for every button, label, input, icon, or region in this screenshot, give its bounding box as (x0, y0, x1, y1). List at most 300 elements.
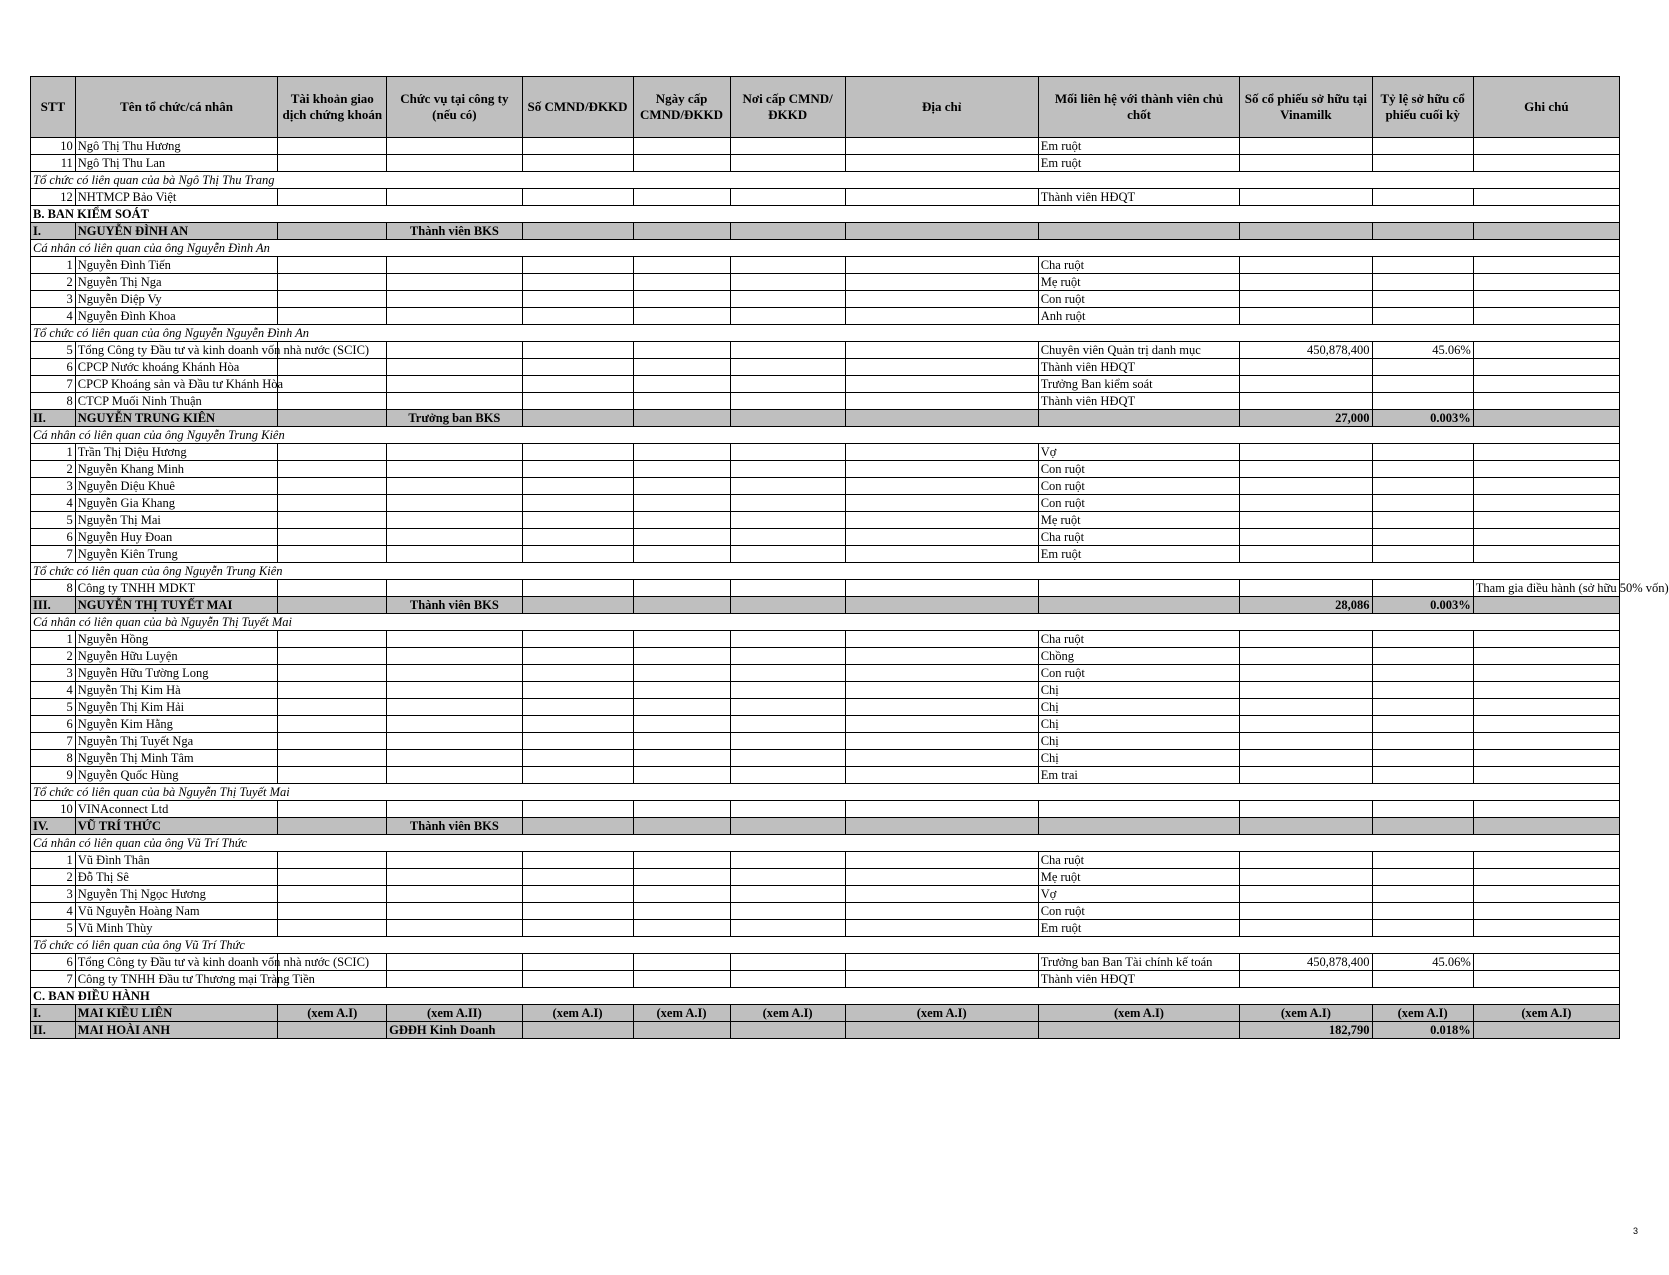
account-cell (278, 495, 387, 512)
shares-cell (1240, 920, 1372, 937)
page-number: 3 (1633, 1226, 1639, 1236)
shares-cell (1240, 631, 1372, 648)
note-cell (1473, 546, 1619, 563)
account-cell (278, 444, 387, 461)
relation-cell: Mẹ ruột (1038, 274, 1240, 291)
relation-cell: Cha ruột (1038, 631, 1240, 648)
ratio-cell (1372, 529, 1473, 546)
address-cell (845, 801, 1038, 818)
shares-cell (1240, 750, 1372, 767)
account-cell (278, 767, 387, 784)
position-cell (387, 461, 522, 478)
account-cell (278, 257, 387, 274)
position-cell (387, 495, 522, 512)
ratio-cell (1372, 274, 1473, 291)
note-cell (1473, 257, 1619, 274)
table-row (31, 189, 1620, 206)
position-cell (387, 682, 522, 699)
name-cell: Trần Thị Diệu Hương (75, 444, 278, 461)
issue-place-cell (730, 818, 845, 835)
account-cell (278, 665, 387, 682)
name-cell: Ngô Thị Thu Hương (75, 138, 278, 155)
stt-cell: 6 (31, 954, 76, 971)
account-cell (278, 155, 387, 172)
account-cell (278, 801, 387, 818)
id-number-cell (522, 342, 633, 359)
position-cell (387, 631, 522, 648)
relation-cell: Vợ (1038, 444, 1240, 461)
name-cell: Nguyễn Đình Khoa (75, 308, 278, 325)
shares-cell (1240, 138, 1372, 155)
stt-cell: 12 (31, 189, 76, 206)
ratio-cell: 45.06% (1372, 342, 1473, 359)
address-cell (845, 631, 1038, 648)
position-cell (387, 359, 522, 376)
ratio-cell (1372, 852, 1473, 869)
position-cell (387, 308, 522, 325)
table-row (31, 580, 1620, 597)
group-heading: Cá nhân có liên quan của ông Nguyễn Đình An (31, 240, 1620, 257)
address-cell (845, 716, 1038, 733)
shares-cell (1240, 444, 1372, 461)
address-cell (845, 461, 1038, 478)
issue-place-cell (730, 223, 845, 240)
issue-place-cell (730, 546, 845, 563)
position-cell (387, 648, 522, 665)
stt-cell: 2 (31, 869, 76, 886)
address-cell (845, 852, 1038, 869)
issue-place-cell (730, 342, 845, 359)
note-cell (1473, 597, 1619, 614)
shares-cell (1240, 308, 1372, 325)
shares-cell (1240, 376, 1372, 393)
shares-cell: 450,878,400 (1240, 954, 1372, 971)
issue-date-cell (633, 274, 730, 291)
group-heading: Cá nhân có liên quan của ông Vũ Trí Thức (31, 835, 1620, 852)
issue-date-cell (633, 1022, 730, 1039)
address-cell (845, 767, 1038, 784)
name-cell: Nguyễn Đình Tiến (75, 257, 278, 274)
id-number-cell (522, 869, 633, 886)
account-cell (278, 716, 387, 733)
issue-date-cell (633, 733, 730, 750)
address-cell (845, 1022, 1038, 1039)
relation-cell: Thành viên HĐQT (1038, 971, 1240, 988)
issue-date-cell (633, 971, 730, 988)
issue-place-cell (730, 631, 845, 648)
ratio-cell (1372, 648, 1473, 665)
note-cell (1473, 189, 1619, 206)
stt-cell: 7 (31, 733, 76, 750)
note-cell (1473, 699, 1619, 716)
account-cell (278, 733, 387, 750)
stt-cell: 4 (31, 903, 76, 920)
table-row (31, 767, 1620, 784)
shares-cell (1240, 767, 1372, 784)
ratio-cell (1372, 495, 1473, 512)
id-number-cell (522, 274, 633, 291)
issue-place-cell (730, 971, 845, 988)
account-cell (278, 359, 387, 376)
address-cell (845, 597, 1038, 614)
table-row (31, 1005, 1620, 1022)
header-issue-date: Ngày cấp CMND/ĐKKD (633, 77, 730, 138)
account-cell (278, 852, 387, 869)
ratio-cell (1372, 665, 1473, 682)
id-number-cell (522, 631, 633, 648)
group-heading-row (31, 835, 1620, 852)
note-cell (1473, 512, 1619, 529)
relation-cell: Thành viên HĐQT (1038, 393, 1240, 410)
stt-cell: 9 (31, 767, 76, 784)
position-cell (387, 444, 522, 461)
note-cell (1473, 971, 1619, 988)
issue-date-cell (633, 546, 730, 563)
table-row (31, 971, 1620, 988)
table-body (31, 138, 1669, 1039)
issue-place-cell (730, 444, 845, 461)
issue-place-cell (730, 665, 845, 682)
shares-cell (1240, 801, 1372, 818)
group-heading: Tổ chức có liên quan của ông Nguyễn Nguyễn Đình An (31, 325, 1620, 342)
table-row (31, 597, 1620, 614)
note-cell: (xem A.I) (1473, 1005, 1619, 1022)
address-cell (845, 750, 1038, 767)
position-cell (387, 699, 522, 716)
table-row (31, 393, 1620, 410)
name-cell: Vũ Đình Thân (75, 852, 278, 869)
position-cell (387, 376, 522, 393)
position-cell (387, 903, 522, 920)
name-cell: Nguyễn Thị Ngọc Hương (75, 886, 278, 903)
ratio-cell (1372, 223, 1473, 240)
note-cell (1473, 138, 1619, 155)
name-cell: Nguyễn Huy Đoan (75, 529, 278, 546)
stt-cell: 6 (31, 716, 76, 733)
table-row (31, 274, 1620, 291)
issue-date-cell (633, 818, 730, 835)
stt-cell: 5 (31, 699, 76, 716)
name-cell: VŨ TRÍ THỨC (75, 818, 278, 835)
name-cell: Đỗ Thị Sê (75, 869, 278, 886)
account-cell (278, 393, 387, 410)
note-cell (1473, 852, 1619, 869)
shares-cell (1240, 648, 1372, 665)
issue-place-cell (730, 580, 845, 597)
relation-cell: Chị (1038, 682, 1240, 699)
relation-cell: Thành viên HĐQT (1038, 189, 1240, 206)
ratio-cell (1372, 376, 1473, 393)
stt-cell: 11 (31, 155, 76, 172)
shares-cell (1240, 393, 1372, 410)
id-number-cell (522, 597, 633, 614)
name-cell: Công ty TNHH MDKT (75, 580, 278, 597)
account-cell (278, 682, 387, 699)
address-cell (845, 155, 1038, 172)
issue-place-cell (730, 682, 845, 699)
note-cell (1473, 1022, 1619, 1039)
shares-cell (1240, 478, 1372, 495)
address-cell: (xem A.I) (845, 1005, 1038, 1022)
address-cell (845, 665, 1038, 682)
issue-date-cell (633, 699, 730, 716)
id-number-cell (522, 461, 633, 478)
id-number-cell (522, 138, 633, 155)
shares-cell (1240, 682, 1372, 699)
id-number-cell (522, 665, 633, 682)
header-issue-place: Nơi cấp CMND/ĐKKD (730, 77, 845, 138)
header-relation: Mối liên hệ với thành viên chủ chốt (1038, 77, 1240, 138)
issue-date-cell (633, 359, 730, 376)
issue-date-cell (633, 869, 730, 886)
note-cell (1473, 903, 1619, 920)
id-number-cell: (xem A.I) (522, 1005, 633, 1022)
table-row (31, 291, 1620, 308)
stt-cell: 4 (31, 308, 76, 325)
relation-cell: Cha ruột (1038, 852, 1240, 869)
address-cell (845, 223, 1038, 240)
header-ratio: Tỷ lệ sở hữu cổ phiếu cuối kỳ (1372, 77, 1473, 138)
note-cell (1473, 308, 1619, 325)
name-cell: NHTMCP Bảo Việt (75, 189, 278, 206)
relation-cell (1038, 801, 1240, 818)
note-cell (1473, 750, 1619, 767)
ratio-cell (1372, 444, 1473, 461)
issue-place-cell (730, 648, 845, 665)
ratio-cell (1372, 631, 1473, 648)
id-number-cell (522, 376, 633, 393)
note-cell (1473, 665, 1619, 682)
issue-date-cell (633, 954, 730, 971)
relation-cell (1038, 597, 1240, 614)
stt-cell: 8 (31, 393, 76, 410)
table-row (31, 495, 1620, 512)
note-cell (1473, 648, 1619, 665)
account-cell: (xem A.I) (278, 1005, 387, 1022)
relation-cell: Em ruột (1038, 546, 1240, 563)
name-cell: NGUYỄN ĐÌNH AN (75, 223, 278, 240)
issue-place-cell (730, 138, 845, 155)
id-number-cell (522, 954, 633, 971)
table-row (31, 920, 1620, 937)
ratio-cell (1372, 682, 1473, 699)
name-cell: NGUYỄN THỊ TUYẾT MAI (75, 597, 278, 614)
issue-date-cell (633, 189, 730, 206)
relation-cell (1038, 223, 1240, 240)
shares-cell (1240, 274, 1372, 291)
note-cell (1473, 682, 1619, 699)
name-cell: Nguyễn Hồng (75, 631, 278, 648)
position-cell (387, 852, 522, 869)
note-cell (1473, 359, 1619, 376)
relation-cell: Con ruột (1038, 665, 1240, 682)
id-number-cell (522, 291, 633, 308)
name-cell: Vũ Nguyễn Hoàng Nam (75, 903, 278, 920)
ratio-cell (1372, 750, 1473, 767)
account-cell (278, 291, 387, 308)
group-heading-row (31, 427, 1620, 444)
id-number-cell (522, 189, 633, 206)
position-cell (387, 478, 522, 495)
group-heading: Tổ chức có liên quan của bà Nguyễn Thị Tuyết Mai (31, 784, 1620, 801)
table-row (31, 699, 1620, 716)
name-cell: Ngô Thị Thu Lan (75, 155, 278, 172)
stt-cell: 4 (31, 495, 76, 512)
account-cell (278, 1022, 387, 1039)
ratio-cell (1372, 393, 1473, 410)
issue-place-cell (730, 376, 845, 393)
position-cell (387, 257, 522, 274)
relation-cell: Mẹ ruột (1038, 869, 1240, 886)
address-cell (845, 869, 1038, 886)
relation-cell (1038, 580, 1240, 597)
relation-cell: Em ruột (1038, 920, 1240, 937)
issue-place-cell (730, 410, 845, 427)
id-number-cell (522, 546, 633, 563)
address-cell (845, 189, 1038, 206)
note-cell (1473, 478, 1619, 495)
shares-cell (1240, 223, 1372, 240)
group-heading-row (31, 784, 1620, 801)
shares-cell (1240, 903, 1372, 920)
ratio-cell: 0.018% (1372, 1022, 1473, 1039)
account-cell (278, 308, 387, 325)
address-cell (845, 274, 1038, 291)
issue-place-cell (730, 529, 845, 546)
relation-cell: Thành viên HĐQT (1038, 359, 1240, 376)
table-row (31, 461, 1620, 478)
note-cell (1473, 529, 1619, 546)
relation-cell: Con ruột (1038, 291, 1240, 308)
name-cell: Công ty TNHH Đầu tư Thương mại Tràng Tiền (75, 971, 278, 988)
issue-place-cell (730, 869, 845, 886)
relation-cell: Mẹ ruột (1038, 512, 1240, 529)
id-number-cell (522, 886, 633, 903)
table-row (31, 903, 1620, 920)
section-heading: B. BAN KIỂM SOÁT (31, 206, 1620, 223)
id-number-cell (522, 223, 633, 240)
table-row (31, 648, 1620, 665)
shares-cell (1240, 546, 1372, 563)
issue-date-cell (633, 393, 730, 410)
group-heading: Cá nhân có liên quan của ông Nguyễn Trung Kiên (31, 427, 1620, 444)
account-cell (278, 648, 387, 665)
table-row (31, 954, 1620, 971)
address-cell (845, 291, 1038, 308)
stt-cell: 2 (31, 648, 76, 665)
position-cell (387, 767, 522, 784)
name-cell: Nguyễn Thị Kim Hà (75, 682, 278, 699)
issue-date-cell (633, 410, 730, 427)
id-number-cell (522, 903, 633, 920)
relation-cell: Con ruột (1038, 903, 1240, 920)
issue-date-cell (633, 444, 730, 461)
name-cell: CTCP Muối Ninh Thuận (75, 393, 278, 410)
shares-cell (1240, 461, 1372, 478)
table-row (31, 750, 1620, 767)
name-cell: NGUYỄN TRUNG KIÊN (75, 410, 278, 427)
note-cell (1473, 869, 1619, 886)
issue-date-cell (633, 478, 730, 495)
issue-place-cell (730, 954, 845, 971)
relation-cell: Em trai (1038, 767, 1240, 784)
note-cell (1473, 716, 1619, 733)
name-cell: Nguyễn Thị Nga (75, 274, 278, 291)
account-cell (278, 869, 387, 886)
ratio-cell (1372, 971, 1473, 988)
shares-cell (1240, 818, 1372, 835)
id-number-cell (522, 920, 633, 937)
table-row (31, 138, 1620, 155)
stt-cell: 4 (31, 682, 76, 699)
stt-cell: 1 (31, 852, 76, 869)
account-cell (278, 274, 387, 291)
note-cell (1473, 376, 1619, 393)
address-cell (845, 682, 1038, 699)
relation-cell: Chị (1038, 733, 1240, 750)
relation-cell (1038, 818, 1240, 835)
name-cell: Tổng Công ty Đầu tư và kinh doanh vốn nhà nước (SCIC) (75, 342, 278, 359)
stt-cell: 3 (31, 478, 76, 495)
ratio-cell (1372, 886, 1473, 903)
group-heading-row (31, 240, 1620, 257)
shares-cell (1240, 359, 1372, 376)
position-cell (387, 971, 522, 988)
id-number-cell (522, 852, 633, 869)
account-cell (278, 597, 387, 614)
issue-date-cell (633, 529, 730, 546)
address-cell (845, 818, 1038, 835)
name-cell: Nguyễn Kiên Trung (75, 546, 278, 563)
name-cell: Nguyễn Thị Mai (75, 512, 278, 529)
name-cell: CPCP Nước khoáng Khánh Hòa (75, 359, 278, 376)
shares-cell (1240, 665, 1372, 682)
issue-place-cell (730, 478, 845, 495)
id-number-cell (522, 818, 633, 835)
name-cell: Nguyễn Quốc Hùng (75, 767, 278, 784)
stt-cell: 8 (31, 750, 76, 767)
position-cell (387, 189, 522, 206)
name-cell: Nguyễn Diệu Khuê (75, 478, 278, 495)
address-cell (845, 512, 1038, 529)
issue-date-cell (633, 665, 730, 682)
table-row (31, 444, 1620, 461)
note-cell (1473, 495, 1619, 512)
address-cell (845, 971, 1038, 988)
issue-place-cell (730, 155, 845, 172)
note-cell (1473, 461, 1619, 478)
ratio-cell (1372, 291, 1473, 308)
table-row (31, 801, 1620, 818)
issue-date-cell (633, 461, 730, 478)
position-cell: Thành viên BKS (387, 818, 522, 835)
note-cell (1473, 801, 1619, 818)
account-cell (278, 410, 387, 427)
stt-cell: 2 (31, 461, 76, 478)
address-cell (845, 886, 1038, 903)
account-cell (278, 631, 387, 648)
name-cell: Nguyễn Khang Minh (75, 461, 278, 478)
relation-cell: Chị (1038, 750, 1240, 767)
header-note: Ghi chú (1473, 77, 1619, 138)
relation-cell: Con ruột (1038, 478, 1240, 495)
section-heading-row (31, 988, 1620, 1005)
ratio-cell (1372, 512, 1473, 529)
issue-place-cell (730, 308, 845, 325)
address-cell (845, 138, 1038, 155)
issue-place-cell (730, 920, 845, 937)
note-cell: Tham gia điều hành (sở hữu 50% vốn) (1473, 580, 1619, 597)
